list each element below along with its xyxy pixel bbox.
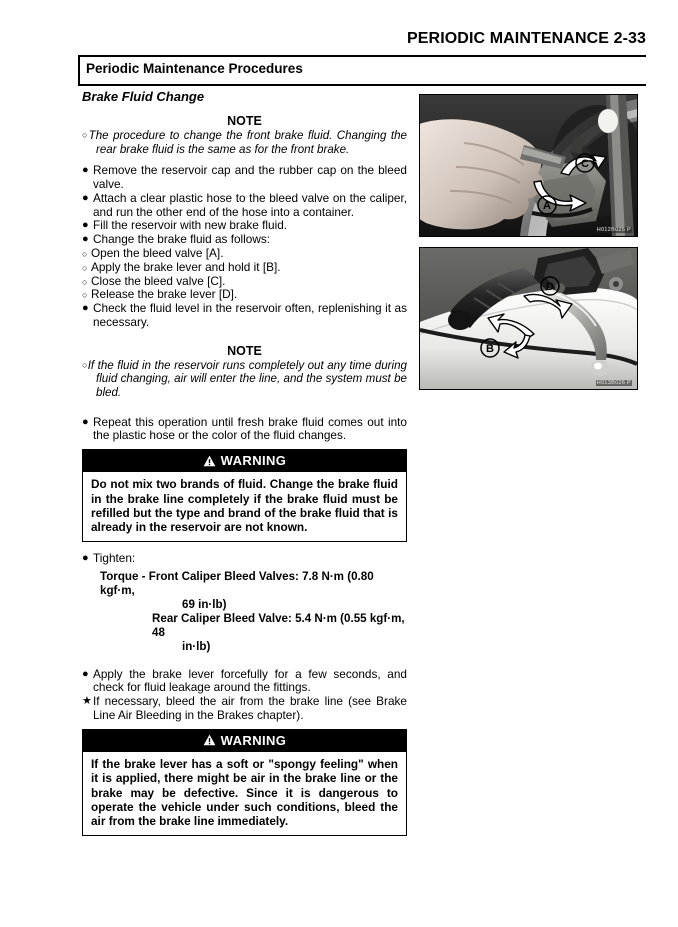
torque-front-value-cont: 69 in·lb)	[182, 597, 227, 611]
warning-triangle-icon	[203, 455, 216, 467]
section-band-bottom-rule	[78, 84, 646, 86]
page-header	[78, 30, 646, 48]
list-item	[82, 219, 407, 233]
photo-brake-lever	[419, 247, 638, 390]
list-item	[82, 552, 407, 566]
bullet-hollow-icon: ○	[82, 248, 88, 259]
list-item-text: Open the bleed valve [A].	[91, 245, 224, 260]
list-item-text: Apply the brake lever and hold it [B].	[91, 259, 281, 274]
torque-front-name: Front Caliper Bleed Valves:	[148, 569, 299, 583]
bullet-filled-icon: ●	[82, 415, 89, 428]
torque-rear-value-cont: in·lb)	[182, 639, 211, 653]
svg-text:B: B	[486, 343, 494, 355]
section-heading-band	[78, 57, 646, 85]
procedure-step-list-2	[82, 416, 407, 444]
section-band-left-rule	[78, 57, 80, 85]
page-header-title: PERIODIC MAINTENANCE 2-33	[407, 30, 646, 47]
list-item-text: Change the brake fluid as follows:	[93, 232, 271, 247]
photo-bleed-valve	[419, 94, 638, 237]
bullet-filled-icon: ●	[82, 191, 89, 204]
torque-spec-block	[82, 570, 407, 654]
list-item	[82, 288, 407, 302]
warning-label-1: WARNING	[220, 453, 287, 469]
list-item-text: Apply the brake lever forcefully for a few seconds, and check for fluid leakage around the fittings.	[93, 666, 407, 695]
procedure-step-list-3	[82, 668, 407, 723]
torque-front-value: 7.8 N·m (0.80 kgf·m,	[100, 569, 374, 597]
list-item-text: Release the brake lever [D].	[91, 287, 238, 302]
note-2-bullet: ○	[82, 359, 88, 370]
torque-rear-name: Rear Caliper Bleed Valve:	[152, 611, 292, 625]
torque-row-rear	[82, 612, 407, 640]
procedure-step-list-1	[82, 164, 407, 330]
warning-label-2: WARNING	[220, 732, 287, 748]
bullet-star-icon: ★	[82, 695, 92, 708]
photo-code-1: H012B025 P	[596, 227, 631, 233]
bullet-hollow-icon: ○	[82, 290, 88, 301]
list-item	[82, 416, 407, 444]
svg-text:D: D	[546, 281, 554, 293]
tighten-label: Tighten:	[93, 550, 136, 565]
svg-text:A: A	[543, 200, 551, 212]
note-1-text: The procedure to change the front brake fluid. Changing the rear brake fluid is the same as for the front brake.	[88, 129, 407, 156]
list-item-text: Close the bleed valve [C].	[91, 273, 226, 288]
section-title: Periodic Maintenance Procedures	[86, 61, 303, 76]
note-1-bullet: ○	[82, 130, 89, 140]
warning-box-2	[82, 729, 407, 836]
tighten-list	[82, 552, 407, 566]
body-text-column	[82, 89, 407, 836]
bullet-filled-icon: ●	[82, 219, 89, 232]
torque-prefix: Torque -	[100, 569, 146, 583]
note-1-label: NOTE	[227, 114, 262, 128]
list-item-text: Repeat this operation until fresh brake fluid comes out into the plastic hose or the color of the fluid changes.	[93, 414, 407, 443]
list-item-text: If necessary, bleed the air from the brake line (see Brake Line Air Bleeding in the Brakes chapter).	[93, 694, 407, 722]
list-item	[82, 247, 407, 261]
note-2-text: If the fluid in the reservoir runs completely out any time during fluid changing, air will enter the line, and the system must be bled.	[87, 358, 408, 399]
warning-bar-1	[83, 450, 406, 472]
list-item	[82, 192, 407, 220]
bullet-filled-icon: ●	[82, 667, 89, 680]
warning-box-1	[82, 449, 407, 542]
list-item	[82, 164, 407, 192]
list-item-text: Attach a clear plastic hose to the bleed valve on the caliper, and run the other end of the hose into a container.	[93, 190, 407, 219]
note-2-body	[82, 359, 407, 400]
torque-rear-value: 5.4 N·m (0.55 kgf·m, 48	[152, 611, 405, 639]
list-item	[82, 302, 407, 330]
warning-bar-2	[83, 730, 406, 752]
list-item	[82, 275, 407, 289]
bullet-filled-icon: ●	[82, 302, 89, 315]
bullet-filled-icon: ●	[82, 164, 89, 177]
list-item	[82, 695, 407, 723]
torque-row-front	[82, 570, 407, 598]
list-item	[82, 261, 407, 275]
svg-text:C: C	[581, 158, 589, 170]
warning-triangle-icon	[203, 734, 216, 746]
warning-text-2: If the brake lever has a soft or "spongy feeling" when it is applied, there might be air in the brake line or the brake may be defective. Since it is dangerous to operate the vehicle under such conditions, bleed the air from the brake line immediately.	[91, 756, 398, 829]
warning-text-1: Do not mix two brands of fluid. Change the brake fluid in the brake line completely if the brake fluid must be refilled but the type and brand of the brake fluid that is already in the reservoir are not known.	[91, 477, 398, 535]
list-item	[82, 233, 407, 247]
note-1-body	[82, 129, 407, 156]
list-item-text: Check the fluid level in the reservoir often, replenishing it as necessary.	[93, 301, 407, 329]
bullet-filled-icon: ●	[82, 233, 89, 246]
note-2-label: NOTE	[227, 343, 262, 358]
subsection-title: Brake Fluid Change	[82, 89, 205, 104]
bullet-hollow-icon: ○	[82, 262, 88, 273]
photo-code-2: H013B026 P	[596, 380, 631, 386]
list-item	[82, 668, 407, 696]
bullet-hollow-icon: ○	[82, 276, 88, 287]
list-item-text: Fill the reservoir with new brake fluid.	[93, 218, 288, 233]
bullet-filled-icon: ●	[82, 551, 89, 564]
list-item-text: Remove the reservoir cap and the rubber cap on the bleed valve.	[93, 163, 407, 191]
